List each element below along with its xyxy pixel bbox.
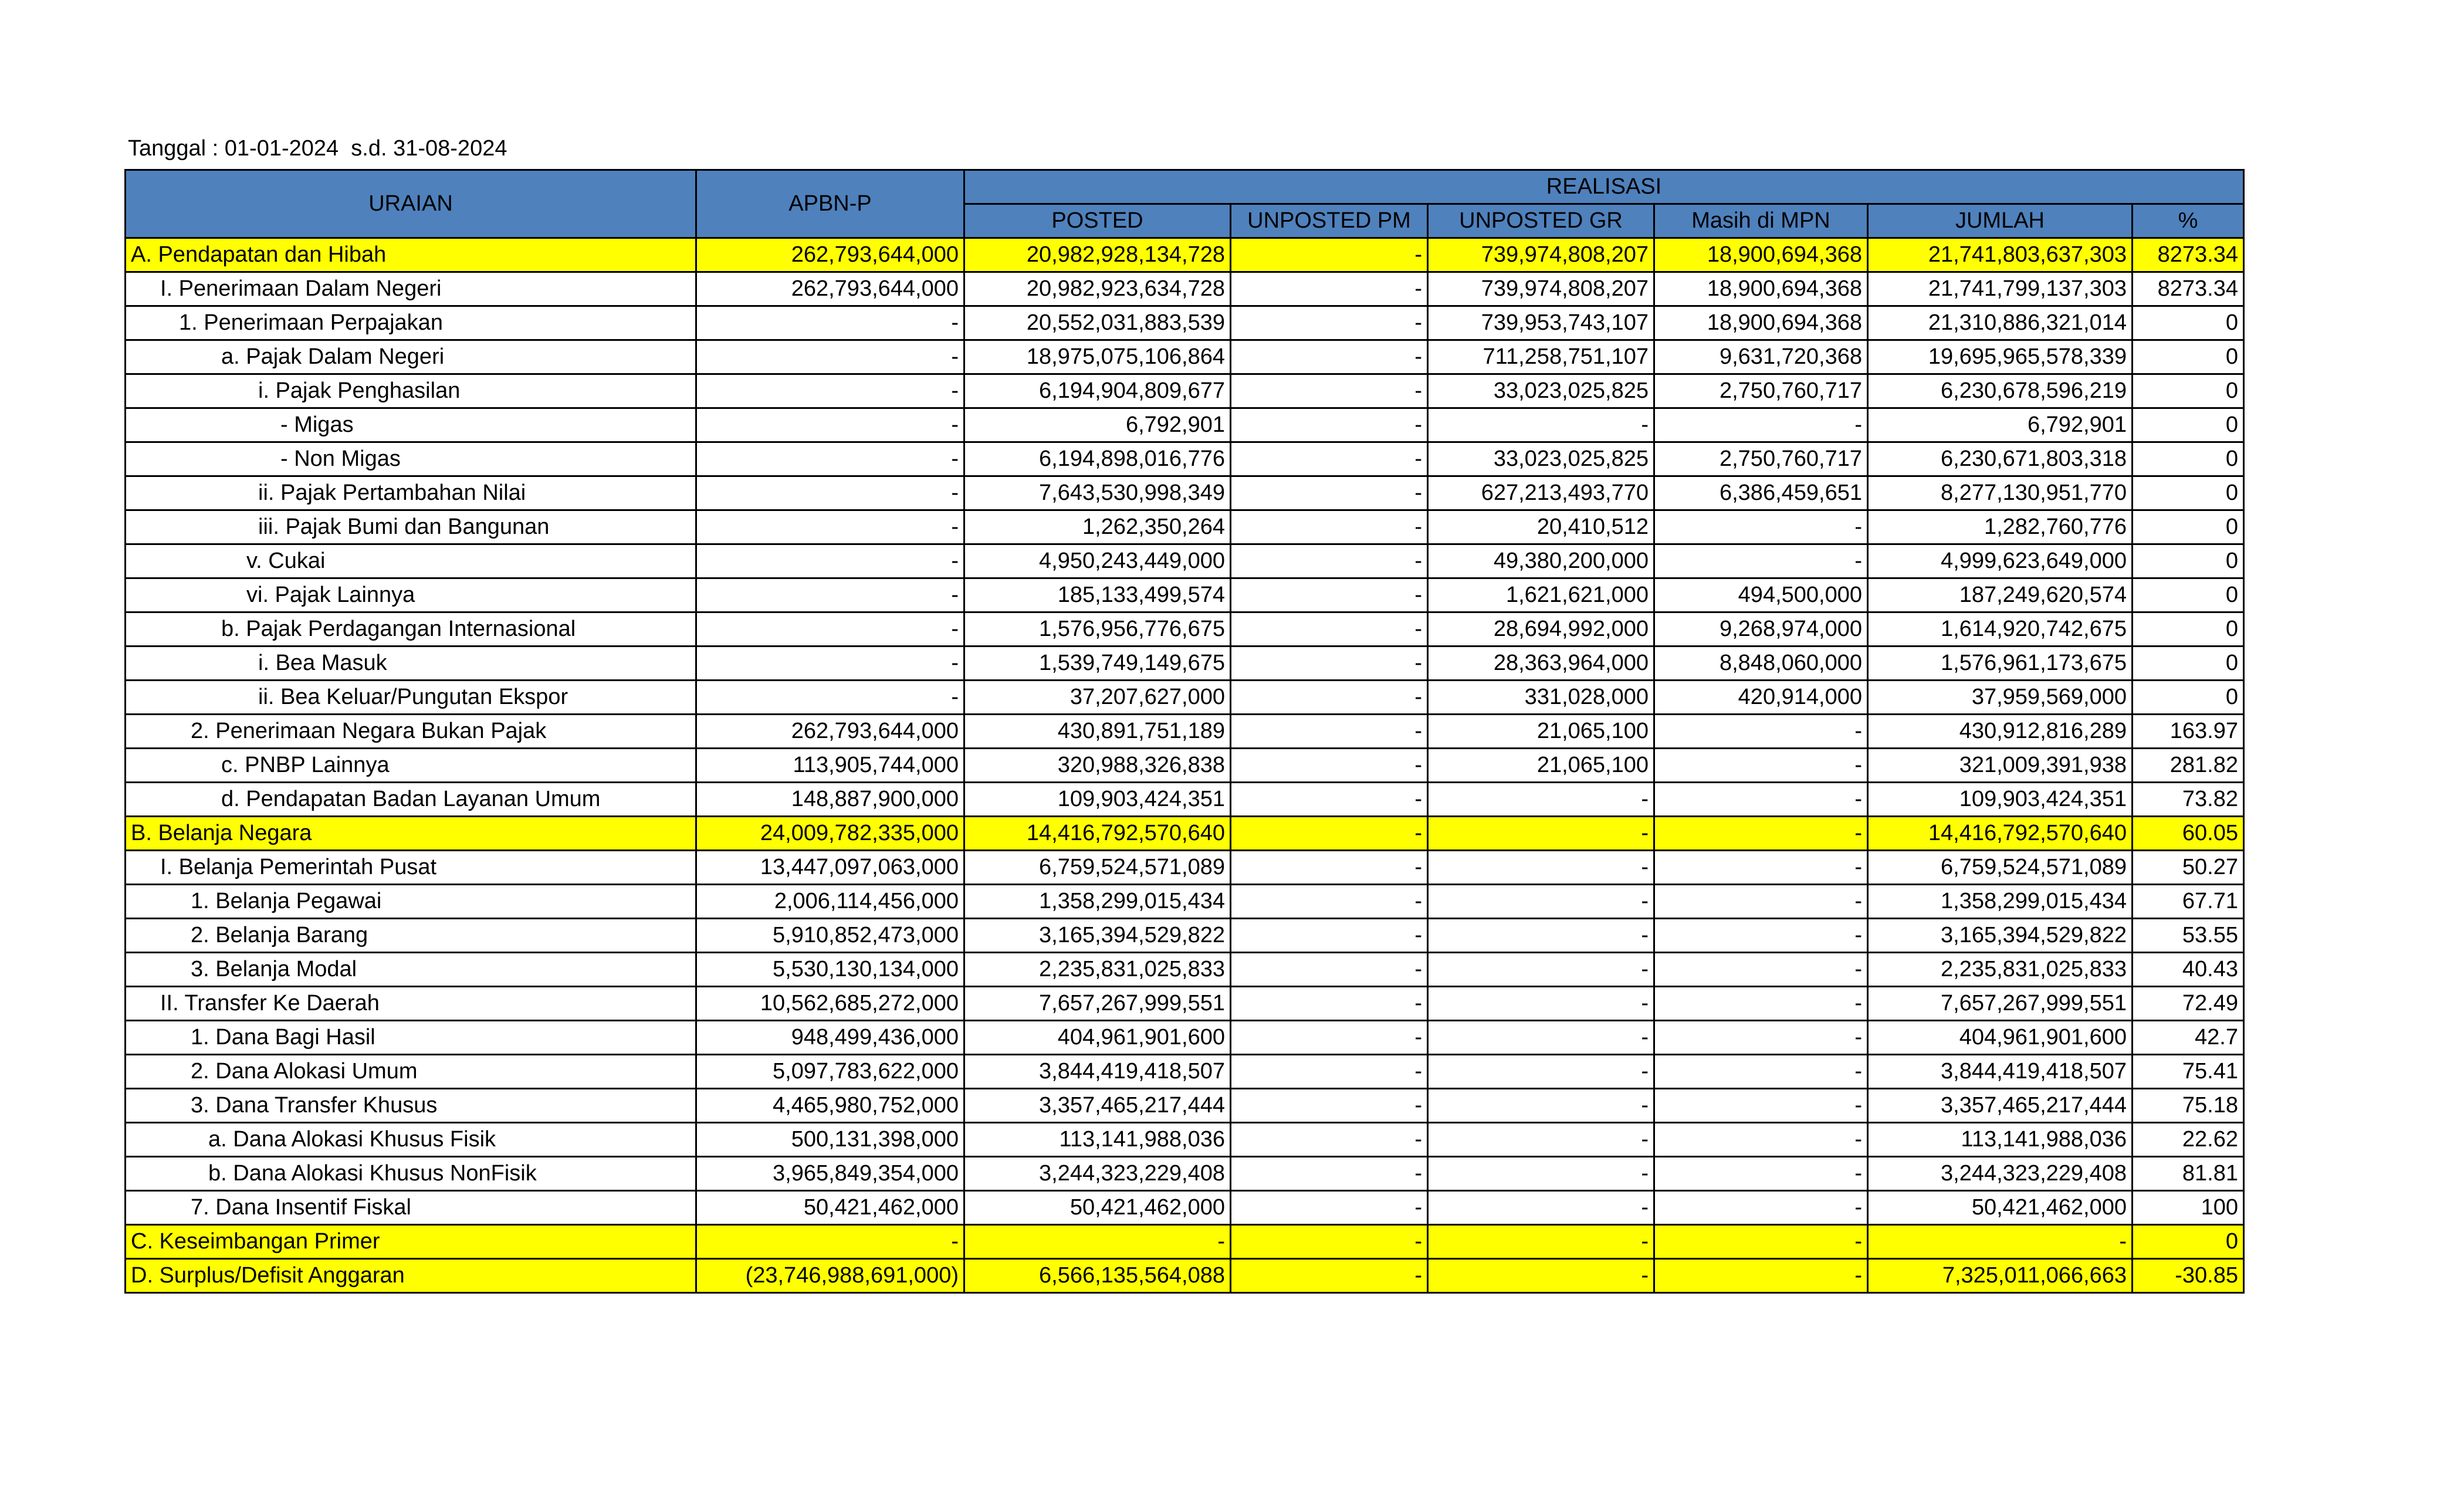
cell-jumlah: 7,657,267,999,551 [1868,987,2133,1021]
cell-gr: 711,258,751,107 [1428,340,1654,374]
cell-posted: 4,950,243,449,000 [964,544,1231,578]
cell-jumlah: 6,230,678,596,219 [1868,374,2133,408]
cell-jumlah: 1,614,920,742,675 [1868,612,2133,647]
table-row [126,647,2244,681]
cell-pct: 0 [2133,408,2244,442]
row-label: b. Pajak Perdagangan Internasional [126,612,696,647]
row-label: a. Pajak Dalam Negeri [126,340,696,374]
cell-gr: - [1428,1157,1654,1191]
cell-pct: 0 [2133,681,2244,715]
row-label: 2. Belanja Barang [126,919,696,953]
row-label: 2. Penerimaan Negara Bukan Pajak [126,715,696,749]
cell-apbn: 113,905,744,000 [696,749,964,783]
table-row [126,578,2244,612]
cell-pm: - [1231,306,1428,340]
cell-posted: 20,982,923,634,728 [964,272,1231,306]
cell-posted: 3,244,323,229,408 [964,1157,1231,1191]
cell-gr: 49,380,200,000 [1428,544,1654,578]
cell-posted: 14,416,792,570,640 [964,817,1231,851]
row-label: - Non Migas [126,442,696,476]
row-label: B. Belanja Negara [126,817,696,851]
cell-mpn: - [1654,1191,1868,1225]
cell-apbn: 4,465,980,752,000 [696,1089,964,1123]
cell-gr: - [1428,885,1654,919]
cell-posted: 20,982,928,134,728 [964,238,1231,272]
cell-apbn: - [696,612,964,647]
table-row [126,1123,2244,1157]
cell-gr: - [1428,919,1654,953]
cell-jumlah: 21,310,886,321,014 [1868,306,2133,340]
cell-gr: 28,363,964,000 [1428,647,1654,681]
cell-apbn: - [696,340,964,374]
cell-gr: - [1428,1089,1654,1123]
table-row [126,272,2244,306]
header-uraian: URAIAN [126,170,696,238]
cell-apbn: (23,746,988,691,000) [696,1259,964,1293]
row-label: iii. Pajak Bumi dan Bangunan [126,510,696,544]
cell-apbn: - [696,510,964,544]
cell-gr: - [1428,1191,1654,1225]
row-label: 7. Dana Insentif Fiskal [126,1191,696,1225]
cell-pm: - [1231,612,1428,647]
cell-pm: - [1231,1089,1428,1123]
cell-pm: - [1231,272,1428,306]
cell-pm: - [1231,1021,1428,1055]
row-label: i. Pajak Penghasilan [126,374,696,408]
table-row [126,612,2244,647]
header-jumlah: JUMLAH [1868,204,2133,238]
cell-jumlah: 3,844,419,418,507 [1868,1055,2133,1089]
cell-pm: - [1231,1259,1428,1293]
table-row [126,510,2244,544]
cell-pm: - [1231,476,1428,510]
header-realisasi: REALISASI [964,170,2244,204]
table-row [126,749,2244,783]
cell-jumlah: 6,230,671,803,318 [1868,442,2133,476]
cell-mpn: - [1654,544,1868,578]
cell-jumlah: 3,357,465,217,444 [1868,1089,2133,1123]
cell-jumlah: - [1868,1225,2133,1259]
row-label: D. Surplus/Defisit Anggaran [126,1259,696,1293]
cell-pct: 100 [2133,1191,2244,1225]
table-row [126,885,2244,919]
cell-pm: - [1231,919,1428,953]
cell-pct: 40.43 [2133,953,2244,987]
cell-mpn: - [1654,1259,1868,1293]
cell-pm: - [1231,715,1428,749]
row-label: i. Bea Masuk [126,647,696,681]
cell-pct: 163.97 [2133,715,2244,749]
cell-apbn: 500,131,398,000 [696,1123,964,1157]
cell-apbn: 50,421,462,000 [696,1191,964,1225]
cell-jumlah: 7,325,011,066,663 [1868,1259,2133,1293]
cell-pct: 22.62 [2133,1123,2244,1157]
table-row [126,953,2244,987]
cell-mpn: 2,750,760,717 [1654,374,1868,408]
cell-apbn: 262,793,644,000 [696,715,964,749]
cell-pct: 8273.34 [2133,238,2244,272]
cell-apbn: 262,793,644,000 [696,238,964,272]
cell-posted: - [964,1225,1231,1259]
row-label: I. Penerimaan Dalam Negeri [126,272,696,306]
cell-pm: - [1231,851,1428,885]
cell-jumlah: 37,959,569,000 [1868,681,2133,715]
cell-gr: - [1428,987,1654,1021]
cell-posted: 20,552,031,883,539 [964,306,1231,340]
table-row [126,340,2244,374]
table-row [126,1225,2244,1259]
cell-mpn: - [1654,851,1868,885]
cell-pct: -30.85 [2133,1259,2244,1293]
cell-jumlah: 3,165,394,529,822 [1868,919,2133,953]
cell-jumlah: 1,358,299,015,434 [1868,885,2133,919]
cell-gr: - [1428,953,1654,987]
row-label: a. Dana Alokasi Khusus Fisik [126,1123,696,1157]
cell-pct: 0 [2133,476,2244,510]
cell-mpn: - [1654,817,1868,851]
cell-jumlah: 1,576,961,173,675 [1868,647,2133,681]
cell-gr: 20,410,512 [1428,510,1654,544]
cell-gr: 1,621,621,000 [1428,578,1654,612]
row-label: ii. Pajak Pertambahan Nilai [126,476,696,510]
cell-pm: - [1231,1123,1428,1157]
cell-pct: 281.82 [2133,749,2244,783]
cell-gr: 28,694,992,000 [1428,612,1654,647]
cell-pct: 53.55 [2133,919,2244,953]
table-row [126,1259,2244,1293]
cell-posted: 3,165,394,529,822 [964,919,1231,953]
cell-pct: 73.82 [2133,783,2244,817]
row-label: 2. Dana Alokasi Umum [126,1055,696,1089]
header-masih-di-mpn: Masih di MPN [1654,204,1868,238]
cell-posted: 37,207,627,000 [964,681,1231,715]
realization-table [124,169,2245,1294]
cell-mpn: - [1654,1123,1868,1157]
row-label: 3. Belanja Modal [126,953,696,987]
cell-posted: 7,643,530,998,349 [964,476,1231,510]
cell-jumlah: 187,249,620,574 [1868,578,2133,612]
cell-pm: - [1231,749,1428,783]
cell-posted: 1,576,956,776,675 [964,612,1231,647]
cell-apbn: 10,562,685,272,000 [696,987,964,1021]
cell-posted: 3,844,419,418,507 [964,1055,1231,1089]
table-row [126,817,2244,851]
header-unposted-gr: UNPOSTED GR [1428,204,1654,238]
cell-pm: - [1231,510,1428,544]
table-row [126,1055,2244,1089]
cell-gr: - [1428,851,1654,885]
cell-pm: - [1231,1055,1428,1089]
table-row [126,919,2244,953]
cell-pm: - [1231,681,1428,715]
cell-apbn: 5,530,130,134,000 [696,953,964,987]
cell-mpn: - [1654,749,1868,783]
cell-jumlah: 404,961,901,600 [1868,1021,2133,1055]
row-label: 1. Belanja Pegawai [126,885,696,919]
cell-jumlah: 8,277,130,951,770 [1868,476,2133,510]
cell-gr: - [1428,783,1654,817]
table-row [126,1157,2244,1191]
table-row [126,783,2244,817]
table-row [126,374,2244,408]
cell-posted: 6,194,904,809,677 [964,374,1231,408]
cell-gr: - [1428,1225,1654,1259]
row-label: v. Cukai [126,544,696,578]
cell-pct: 0 [2133,306,2244,340]
cell-apbn: - [696,544,964,578]
cell-gr: 331,028,000 [1428,681,1654,715]
cell-pm: - [1231,544,1428,578]
cell-mpn: - [1654,987,1868,1021]
cell-pct: 75.18 [2133,1089,2244,1123]
cell-pct: 42.7 [2133,1021,2244,1055]
cell-apbn: - [696,476,964,510]
cell-pct: 0 [2133,612,2244,647]
cell-jumlah: 21,741,803,637,303 [1868,238,2133,272]
cell-posted: 185,133,499,574 [964,578,1231,612]
cell-jumlah: 1,282,760,776 [1868,510,2133,544]
cell-pm: - [1231,885,1428,919]
cell-mpn: - [1654,953,1868,987]
cell-posted: 1,539,749,149,675 [964,647,1231,681]
cell-pct: 75.41 [2133,1055,2244,1089]
table-row [126,1089,2244,1123]
cell-apbn: - [696,647,964,681]
cell-mpn: 494,500,000 [1654,578,1868,612]
cell-mpn: 8,848,060,000 [1654,647,1868,681]
cell-gr: - [1428,817,1654,851]
cell-mpn: 18,900,694,368 [1654,238,1868,272]
header-unposted-pm: UNPOSTED PM [1231,204,1428,238]
cell-pm: - [1231,647,1428,681]
cell-apbn: - [696,374,964,408]
cell-posted: 18,975,075,106,864 [964,340,1231,374]
row-label: c. PNBP Lainnya [126,749,696,783]
table-row [126,1191,2244,1225]
cell-mpn: 9,631,720,368 [1654,340,1868,374]
cell-jumlah: 3,244,323,229,408 [1868,1157,2133,1191]
cell-pct: 0 [2133,647,2244,681]
cell-posted: 50,421,462,000 [964,1191,1231,1225]
cell-pct: 0 [2133,544,2244,578]
cell-pct: 60.05 [2133,817,2244,851]
cell-pm: - [1231,374,1428,408]
cell-posted: 6,194,898,016,776 [964,442,1231,476]
row-label: 1. Dana Bagi Hasil [126,1021,696,1055]
cell-apbn: 3,965,849,354,000 [696,1157,964,1191]
table-row [126,1021,2244,1055]
cell-gr: 739,974,808,207 [1428,272,1654,306]
table-row [126,408,2244,442]
row-label: I. Belanja Pemerintah Pusat [126,851,696,885]
cell-pct: 67.71 [2133,885,2244,919]
table-row [126,681,2244,715]
cell-pct: 72.49 [2133,987,2244,1021]
cell-mpn: - [1654,1089,1868,1123]
cell-gr: 739,974,808,207 [1428,238,1654,272]
cell-apbn: 262,793,644,000 [696,272,964,306]
cell-apbn: 148,887,900,000 [696,783,964,817]
header-posted: POSTED [964,204,1231,238]
cell-gr: - [1428,1021,1654,1055]
cell-pm: - [1231,1157,1428,1191]
cell-gr: - [1428,1123,1654,1157]
cell-pm: - [1231,238,1428,272]
cell-mpn: - [1654,1157,1868,1191]
cell-pm: - [1231,578,1428,612]
cell-apbn: 13,447,097,063,000 [696,851,964,885]
row-label: II. Transfer Ke Daerah [126,987,696,1021]
cell-pct: 0 [2133,340,2244,374]
cell-apbn: 5,097,783,622,000 [696,1055,964,1089]
cell-posted: 2,235,831,025,833 [964,953,1231,987]
cell-apbn: - [696,681,964,715]
row-label: C. Keseimbangan Primer [126,1225,696,1259]
cell-posted: 430,891,751,189 [964,715,1231,749]
cell-jumlah: 109,903,424,351 [1868,783,2133,817]
cell-apbn: - [696,578,964,612]
cell-mpn: - [1654,408,1868,442]
cell-apbn: 948,499,436,000 [696,1021,964,1055]
cell-pct: 8273.34 [2133,272,2244,306]
cell-jumlah: 113,141,988,036 [1868,1123,2133,1157]
cell-apbn: - [696,408,964,442]
cell-pm: - [1231,817,1428,851]
cell-apbn: - [696,442,964,476]
row-label: vi. Pajak Lainnya [126,578,696,612]
row-label: d. Pendapatan Badan Layanan Umum [126,783,696,817]
row-label: 3. Dana Transfer Khusus [126,1089,696,1123]
cell-mpn: 9,268,974,000 [1654,612,1868,647]
cell-posted: 113,141,988,036 [964,1123,1231,1157]
cell-pm: - [1231,783,1428,817]
cell-pm: - [1231,987,1428,1021]
cell-gr: 627,213,493,770 [1428,476,1654,510]
cell-jumlah: 4,999,623,649,000 [1868,544,2133,578]
cell-pm: - [1231,340,1428,374]
cell-posted: 1,262,350,264 [964,510,1231,544]
cell-jumlah: 50,421,462,000 [1868,1191,2133,1225]
row-label: 1. Penerimaan Perpajakan [126,306,696,340]
cell-mpn: 18,900,694,368 [1654,306,1868,340]
cell-posted: 404,961,901,600 [964,1021,1231,1055]
cell-mpn: - [1654,783,1868,817]
cell-pct: 0 [2133,1225,2244,1259]
cell-gr: 21,065,100 [1428,715,1654,749]
cell-apbn: 2,006,114,456,000 [696,885,964,919]
cell-mpn: 6,386,459,651 [1654,476,1868,510]
cell-mpn: - [1654,919,1868,953]
cell-mpn: 18,900,694,368 [1654,272,1868,306]
table-row [126,442,2244,476]
cell-posted: 1,358,299,015,434 [964,885,1231,919]
cell-mpn: - [1654,1055,1868,1089]
cell-jumlah: 430,912,816,289 [1868,715,2133,749]
cell-pm: - [1231,442,1428,476]
cell-jumlah: 19,695,965,578,339 [1868,340,2133,374]
cell-mpn: - [1654,1021,1868,1055]
cell-jumlah: 6,759,524,571,089 [1868,851,2133,885]
cell-jumlah: 21,741,799,137,303 [1868,272,2133,306]
table-row [126,476,2244,510]
cell-gr: 33,023,025,825 [1428,442,1654,476]
cell-pm: - [1231,1225,1428,1259]
cell-posted: 320,988,326,838 [964,749,1231,783]
cell-jumlah: 2,235,831,025,833 [1868,953,2133,987]
cell-jumlah: 321,009,391,938 [1868,749,2133,783]
cell-mpn: - [1654,510,1868,544]
cell-pct: 81.81 [2133,1157,2244,1191]
row-label: b. Dana Alokasi Khusus NonFisik [126,1157,696,1191]
table-row [126,306,2244,340]
cell-pm: - [1231,953,1428,987]
cell-gr: 21,065,100 [1428,749,1654,783]
cell-gr: 33,023,025,825 [1428,374,1654,408]
cell-posted: 109,903,424,351 [964,783,1231,817]
cell-pct: 50.27 [2133,851,2244,885]
cell-pct: 0 [2133,442,2244,476]
cell-posted: 6,759,524,571,089 [964,851,1231,885]
cell-posted: 3,357,465,217,444 [964,1089,1231,1123]
cell-apbn: - [696,306,964,340]
cell-apbn: 5,910,852,473,000 [696,919,964,953]
table-row [126,987,2244,1021]
header-apbn: APBN-P [696,170,964,238]
report-date-range: Tanggal : 01-01-2024 s.d. 31-08-2024 [128,136,507,161]
row-label: - Migas [126,408,696,442]
cell-mpn: - [1654,885,1868,919]
cell-mpn: 420,914,000 [1654,681,1868,715]
cell-apbn: 24,009,782,335,000 [696,817,964,851]
row-label: ii. Bea Keluar/Pungutan Ekspor [126,681,696,715]
cell-gr: - [1428,1259,1654,1293]
cell-jumlah: 14,416,792,570,640 [1868,817,2133,851]
header-percent: % [2133,204,2244,238]
cell-gr: 739,953,743,107 [1428,306,1654,340]
cell-pm: - [1231,1191,1428,1225]
table-row [126,544,2244,578]
cell-gr: - [1428,408,1654,442]
cell-posted: 7,657,267,999,551 [964,987,1231,1021]
cell-posted: 6,566,135,564,088 [964,1259,1231,1293]
cell-pct: 0 [2133,578,2244,612]
cell-pct: 0 [2133,510,2244,544]
row-label: A. Pendapatan dan Hibah [126,238,696,272]
table-row [126,715,2244,749]
cell-pct: 0 [2133,374,2244,408]
cell-pm: - [1231,408,1428,442]
cell-mpn: 2,750,760,717 [1654,442,1868,476]
cell-jumlah: 6,792,901 [1868,408,2133,442]
cell-mpn: - [1654,1225,1868,1259]
cell-apbn: - [696,1225,964,1259]
cell-gr: - [1428,1055,1654,1089]
table-row [126,851,2244,885]
table-row [126,238,2244,272]
cell-posted: 6,792,901 [964,408,1231,442]
cell-mpn: - [1654,715,1868,749]
